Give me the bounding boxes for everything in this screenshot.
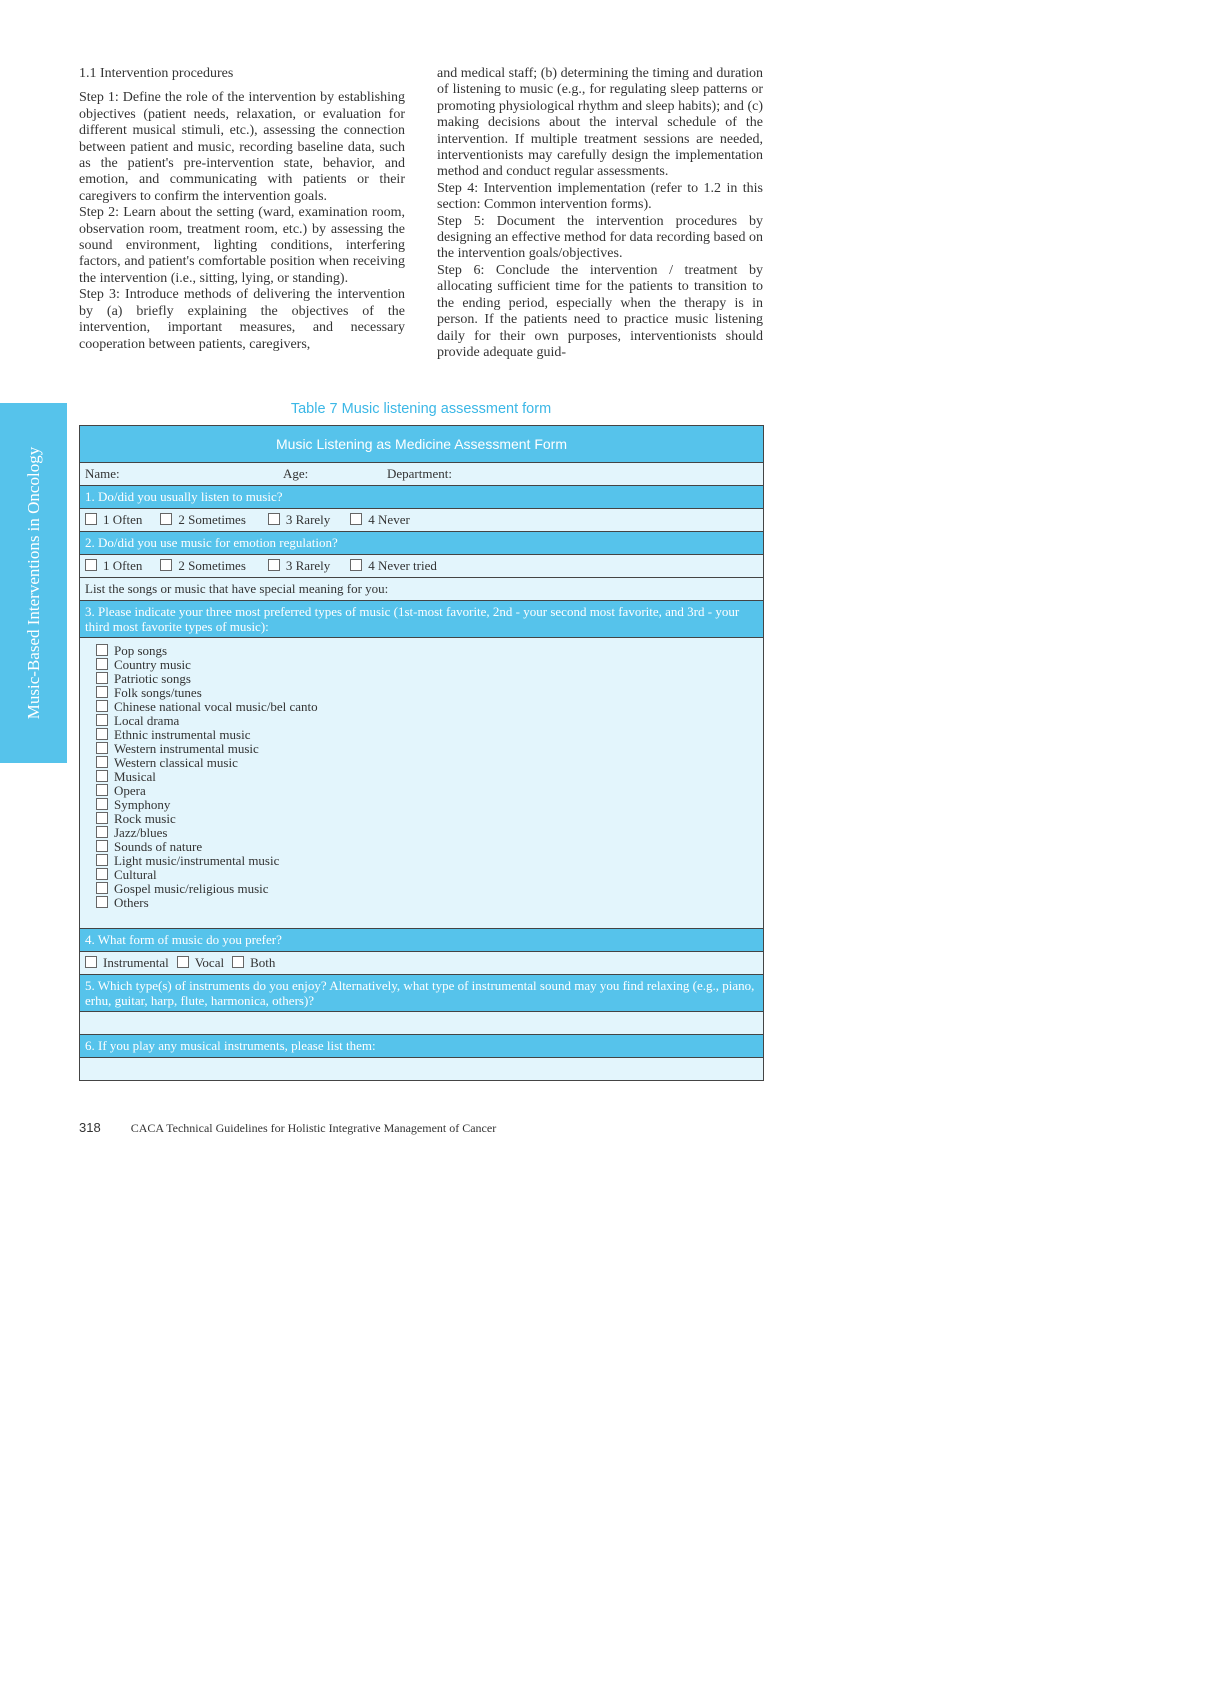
music-type-option (96, 770, 747, 784)
option-label: Local drama (114, 713, 180, 728)
option-label: Pop songs (114, 643, 168, 658)
music-type-option (96, 784, 747, 798)
question-1-options (80, 508, 763, 531)
checkbox[interactable] (350, 513, 362, 525)
music-type-option (96, 714, 747, 728)
question-4: 4. What form of music do you prefer? (80, 928, 763, 951)
checkbox[interactable] (96, 686, 108, 698)
paragraph: Step 2: Learn about the setting (ward, examination room, observation room, treatment room, etc.) by assessing the sound environment, lighting conditions, interfering factors, and patient's comfortable position when receiving the intervention (i.e., sitting, lying, or standing). (79, 205, 405, 286)
age-label: Age: (283, 466, 309, 481)
music-type-option (96, 896, 747, 910)
question-3-options (80, 637, 763, 928)
paragraph: Step 3: Introduce methods of delivering the intervention by (a) briefly explaining the objectives of the intervention, important measures, and necessary cooperation between patients, caregivers, (79, 287, 405, 352)
option-label: Light music/instrumental music (114, 853, 280, 868)
music-type-option (96, 700, 747, 714)
checkbox[interactable] (96, 714, 108, 726)
checkbox[interactable] (96, 854, 108, 866)
option-label: 2 Sometimes (178, 558, 246, 573)
checkbox[interactable] (96, 882, 108, 894)
option-label: Both (250, 955, 276, 970)
checkbox[interactable] (96, 672, 108, 684)
option-label: 1 Often (103, 558, 143, 573)
option-label: Western classical music (114, 755, 238, 770)
option-label: Cultural (114, 867, 157, 882)
question-1: 1. Do/did you usually listen to music? (80, 485, 763, 508)
checkbox[interactable] (96, 658, 108, 670)
music-type-option (96, 728, 747, 742)
question-2: 2. Do/did you use music for emotion regulation? (80, 531, 763, 554)
option-label: Jazz/blues (114, 825, 168, 840)
checkbox[interactable] (96, 770, 108, 782)
music-type-option (96, 644, 747, 658)
music-type-option (96, 840, 747, 854)
checkbox[interactable] (350, 559, 362, 571)
songs-prompt: List the songs or music that have special meaning for you: (80, 577, 763, 600)
checkbox[interactable] (96, 644, 108, 656)
option-label: Folk songs/tunes (114, 685, 202, 700)
checkbox[interactable] (96, 742, 108, 754)
option-label: Vocal (194, 955, 225, 970)
question-4-options (80, 951, 763, 974)
option-label: Patriotic songs (114, 671, 191, 686)
option-label: Instrumental (103, 955, 169, 970)
patient-info-row (80, 462, 763, 485)
department-label: Department: (387, 466, 452, 481)
checkbox[interactable] (96, 784, 108, 796)
music-type-option (96, 868, 747, 882)
option-label: 4 Never tried (368, 558, 437, 573)
question-3: 3. Please indicate your three most preferred types of music (1st-most favorite, 2nd - your second most favorite, and 3rd - your third most favorite types of music): (80, 600, 763, 637)
option-label: Musical (114, 769, 156, 784)
checkbox[interactable] (268, 559, 280, 571)
checkbox[interactable] (96, 812, 108, 824)
name-label: Name: (85, 466, 120, 481)
option-label: Ethnic instrumental music (114, 727, 251, 742)
right-column (437, 66, 763, 361)
left-column (79, 66, 405, 353)
checkbox[interactable] (96, 868, 108, 880)
paragraph: and medical staff; (b) determining the timing and duration of listening to music (e.g., for regulating sleep patterns or promoting physiological rhythm and sleep habits); and (c) making decisions about the interval schedule of the intervention. If multiple treatment sessions are needed, interventionists may carefully design the implementation method and conduct regular assessments. (437, 66, 763, 180)
paragraph: Step 5: Document the intervention procedures by designing an effective method for data recording based on the intervention goals/objectives. (437, 213, 763, 262)
question-6: 6. If you play any musical instruments, please list them: (80, 1034, 763, 1057)
page-footer (79, 1120, 496, 1136)
music-type-option (96, 854, 747, 868)
music-type-option (96, 812, 747, 826)
option-label: Country music (114, 657, 191, 672)
paragraph: Step 1: Define the role of the intervention by establishing objectives (patient needs, relaxation, or evaluation for different musical stimuli, etc.), assessing the connection between patient and music, recording baseline data, such as the patient's pre-intervention state, behavior, and emotion, and communicating with patients or their caregivers to confirm the intervention goals. (79, 90, 405, 204)
option-label: Sounds of nature (114, 839, 203, 854)
music-type-option (96, 658, 747, 672)
checkbox[interactable] (96, 700, 108, 712)
checkbox[interactable] (96, 896, 108, 908)
checkbox[interactable] (85, 513, 97, 525)
option-label: Others (114, 895, 149, 910)
option-label: Opera (114, 783, 146, 798)
option-label: Chinese national vocal music/bel canto (114, 699, 318, 714)
form-title: Music Listening as Medicine Assessment Form (80, 426, 763, 462)
section-heading: 1.1 Intervention procedures (79, 66, 234, 81)
chapter-side-tab (0, 403, 67, 763)
checkbox[interactable] (96, 826, 108, 838)
option-label: 2 Sometimes (178, 512, 246, 527)
option-label: 3 Rarely (285, 512, 331, 527)
music-type-option (96, 742, 747, 756)
paragraph: Step 4: Intervention implementation (refer to 1.2 in this section: Common intervention forms). (437, 180, 763, 213)
answer-field-6[interactable] (80, 1057, 763, 1080)
answer-field-5[interactable] (80, 1011, 763, 1034)
checkbox[interactable] (96, 840, 108, 852)
checkbox[interactable] (96, 798, 108, 810)
table-caption: Table 7 Music listening assessment form (290, 401, 552, 417)
question-5: 5. Which type(s) of instruments do you enjoy? Alternatively, what type of instrumental sound may you find relaxing (e.g., piano, erhu, guitar, harp, flute, harmonica, others)? (80, 974, 763, 1011)
checkbox[interactable] (268, 513, 280, 525)
option-label: 3 Rarely (285, 558, 331, 573)
checkbox[interactable] (160, 513, 172, 525)
option-label: Symphony (114, 797, 171, 812)
checkbox[interactable] (85, 956, 97, 968)
option-label: Western instrumental music (114, 741, 259, 756)
music-type-option (96, 756, 747, 770)
assessment-form (79, 425, 764, 1081)
option-label: Rock music (114, 811, 176, 826)
chapter-title: Music-Based Interventions in Oncology (23, 446, 43, 720)
checkbox[interactable] (96, 756, 108, 768)
checkbox[interactable] (177, 956, 189, 968)
page-number: 318 (79, 1120, 101, 1135)
paragraph: Step 6: Conclude the intervention / treatment by allocating sufficient time for the patients to transition to the ending period, especially when the therapy is in person. If the patients need to practice music listening daily for their own purposes, interventionists should provide adequate guid- (437, 262, 763, 360)
music-type-option (96, 826, 747, 840)
music-type-option (96, 882, 747, 896)
checkbox[interactable] (160, 559, 172, 571)
music-type-option (96, 672, 747, 686)
checkbox[interactable] (96, 728, 108, 740)
music-type-option (96, 686, 747, 700)
music-type-option (96, 798, 747, 812)
book-title: CACA Technical Guidelines for Holistic Integrative Management of Cancer (130, 1121, 497, 1135)
checkbox[interactable] (85, 559, 97, 571)
option-label: Gospel music/religious music (114, 881, 269, 896)
question-2-options (80, 554, 763, 577)
checkbox[interactable] (232, 956, 244, 968)
option-label: 4 Never (368, 512, 410, 527)
option-label: 1 Often (103, 512, 143, 527)
